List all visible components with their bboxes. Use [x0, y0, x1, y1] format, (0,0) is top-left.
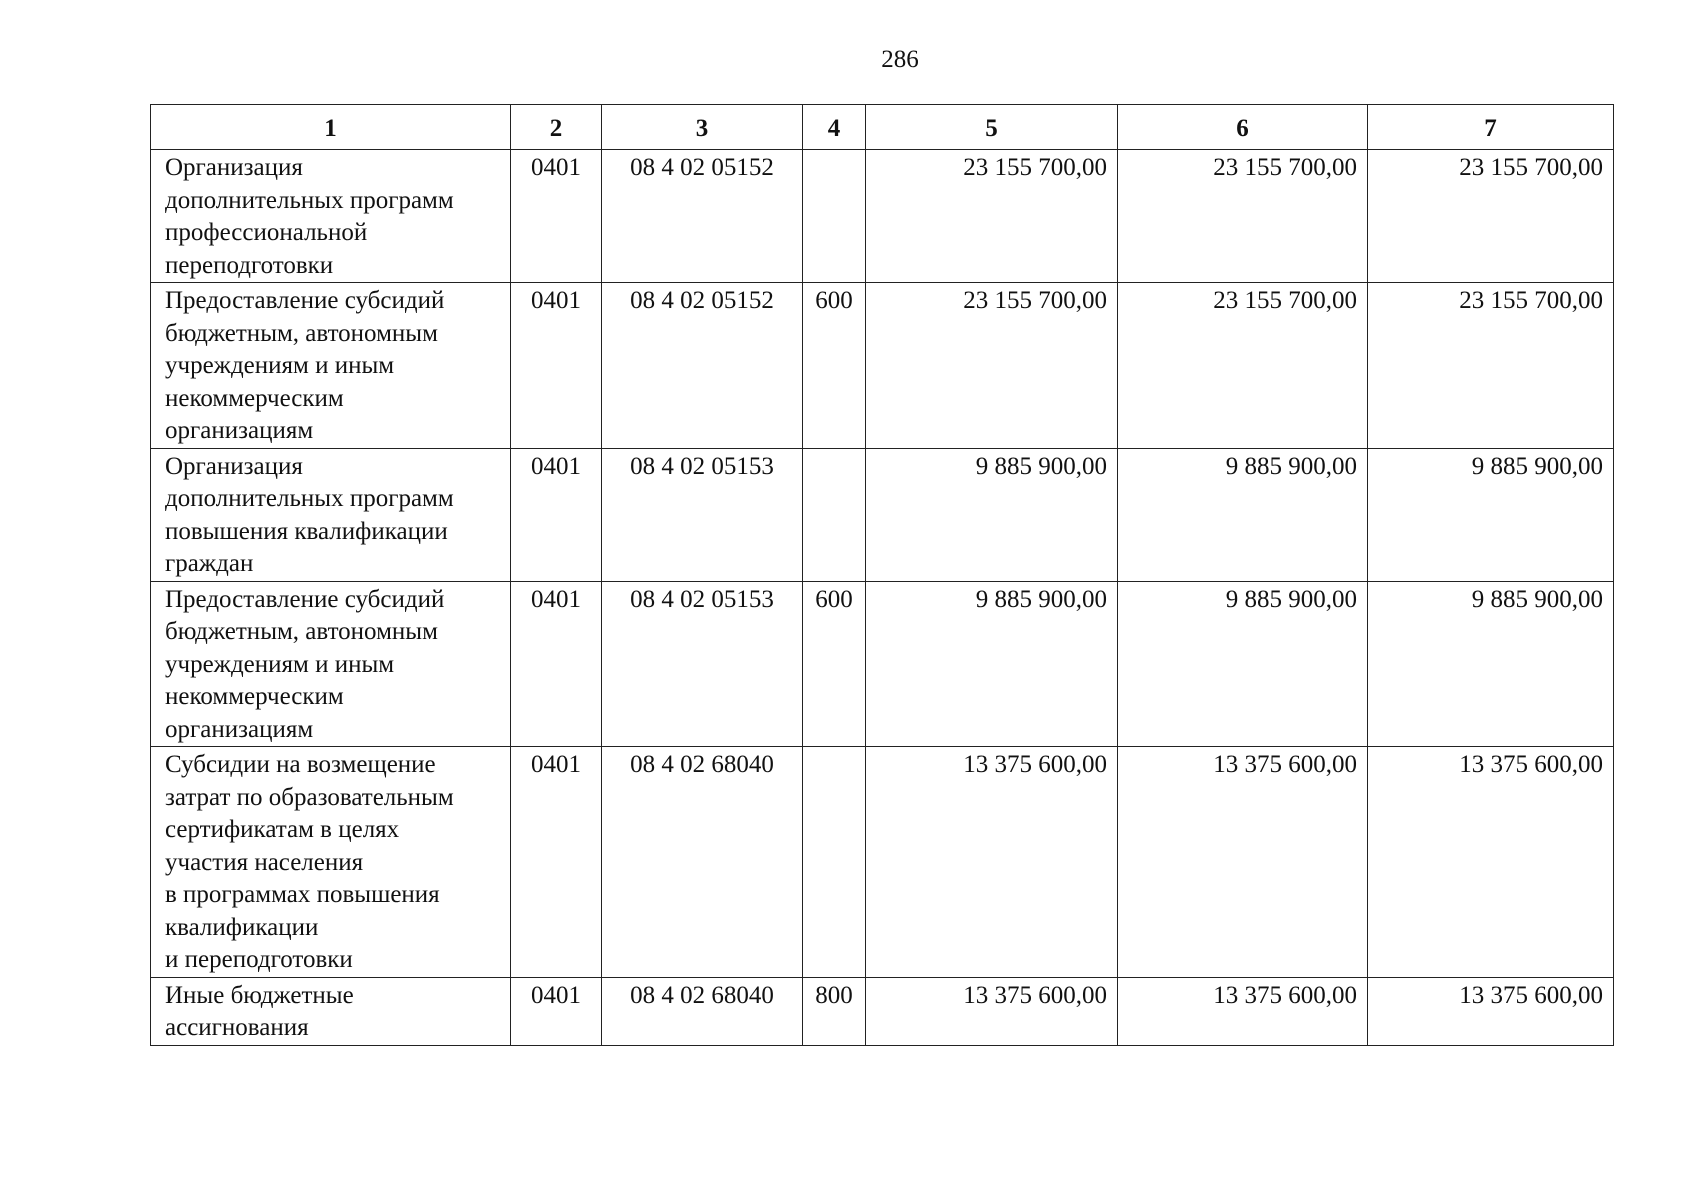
sum-column-5: 23 155 700,00 — [866, 150, 1118, 283]
table-header — [151, 105, 1614, 150]
sum-column-5: 23 155 700,00 — [866, 283, 1118, 449]
section-code: 0401 — [511, 977, 602, 1045]
sum-column-6: 23 155 700,00 — [1118, 283, 1368, 449]
column-header: 1 — [151, 105, 511, 150]
sum-column-7: 9 885 900,00 — [1368, 448, 1614, 581]
column-header: 3 — [602, 105, 803, 150]
target-code: 08 4 02 05153 — [602, 448, 803, 581]
sum-column-7: 23 155 700,00 — [1368, 283, 1614, 449]
row-name-cell — [151, 747, 511, 978]
expense-type-code: 600 — [803, 581, 866, 747]
row-name-cell — [151, 448, 511, 581]
column-header: 4 — [803, 105, 866, 150]
table-row — [151, 283, 1614, 449]
expense-type-code: 600 — [803, 283, 866, 449]
sum-column-6: 23 155 700,00 — [1118, 150, 1368, 283]
row-name: Предоставление субсидий бюджетным, автономным учреждениям и иным некоммерческим организациям — [165, 287, 445, 444]
table-row — [151, 150, 1614, 283]
sum-column-7: 9 885 900,00 — [1368, 581, 1614, 747]
row-name-cell — [151, 150, 511, 283]
header-row — [151, 105, 1614, 150]
column-header: 6 — [1118, 105, 1368, 150]
sum-column-6: 13 375 600,00 — [1118, 747, 1368, 978]
target-code: 08 4 02 68040 — [602, 977, 803, 1045]
section-code: 0401 — [511, 747, 602, 978]
expense-type-code: 800 — [803, 977, 866, 1045]
row-name: Субсидии на возмещение затрат по образовательным сертификатам в целях участия населения в программах повышения квалификации и переподготовки — [165, 751, 454, 973]
sum-column-5: 13 375 600,00 — [866, 977, 1118, 1045]
sum-column-5: 13 375 600,00 — [866, 747, 1118, 978]
sum-column-6: 13 375 600,00 — [1118, 977, 1368, 1045]
sum-column-6: 9 885 900,00 — [1118, 581, 1368, 747]
budget-table — [150, 104, 1614, 1046]
section-code: 0401 — [511, 150, 602, 283]
row-name-cell — [151, 283, 511, 449]
table-body — [151, 150, 1614, 1046]
table-row — [151, 448, 1614, 581]
target-code: 08 4 02 68040 — [602, 747, 803, 978]
row-name: Предоставление субсидий бюджетным, автономным учреждениям и иным некоммерческим организациям — [165, 585, 445, 743]
sum-column-7: 13 375 600,00 — [1368, 977, 1614, 1045]
table-row — [151, 581, 1614, 747]
expense-type-code — [803, 448, 866, 581]
row-name: Организация дополнительных программ профессиональной переподготовки — [165, 154, 454, 279]
sum-column-7: 13 375 600,00 — [1368, 747, 1614, 978]
expense-type-code — [803, 150, 866, 283]
sum-column-5: 9 885 900,00 — [866, 581, 1118, 747]
row-name-cell — [151, 581, 511, 747]
expense-type-code — [803, 747, 866, 978]
column-header: 2 — [511, 105, 602, 150]
row-name: Организация дополнительных программ повышения квалификации граждан — [165, 452, 454, 577]
page-number: 286 — [881, 46, 919, 73]
sum-column-7: 23 155 700,00 — [1368, 150, 1614, 283]
row-name: Иные бюджетные ассигнования — [165, 981, 354, 1041]
sum-column-6: 9 885 900,00 — [1118, 448, 1368, 581]
row-name-cell — [151, 977, 511, 1045]
target-code: 08 4 02 05153 — [602, 581, 803, 747]
table-row — [151, 977, 1614, 1045]
column-header: 5 — [866, 105, 1118, 150]
sum-column-5: 9 885 900,00 — [866, 448, 1118, 581]
target-code: 08 4 02 05152 — [602, 150, 803, 283]
section-code: 0401 — [511, 448, 602, 581]
section-code: 0401 — [511, 283, 602, 449]
column-header: 7 — [1368, 105, 1614, 150]
table-row — [151, 747, 1614, 978]
section-code: 0401 — [511, 581, 602, 747]
target-code: 08 4 02 05152 — [602, 283, 803, 449]
